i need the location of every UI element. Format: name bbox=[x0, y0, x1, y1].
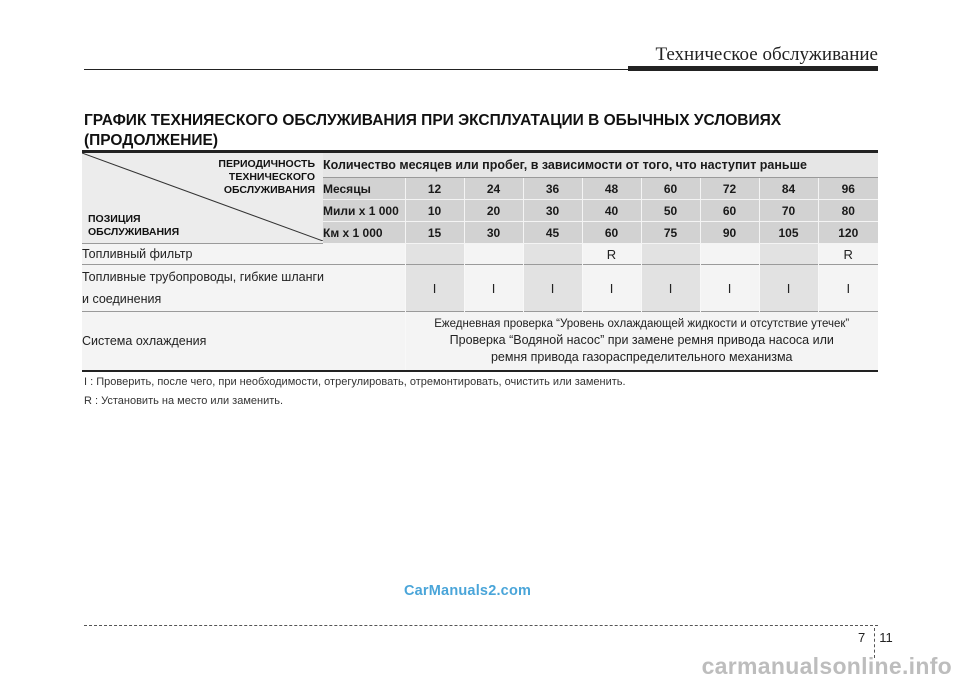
row-fuel-lines: Топливные трубопроводы, гибкие шланги и соединения I I I I I I I I bbox=[82, 265, 878, 312]
section-title: Техническое обслуживание bbox=[655, 44, 878, 65]
legend-inspect: I : Проверить, после чего, при необходимости, отрегулировать, отремонтировать, очистить или заменить. bbox=[84, 376, 626, 388]
interval-span-header: Количество месяцев или пробег, в зависимости от того, что наступит раньше bbox=[323, 153, 878, 178]
row-cooling-system: Система охлаждения Ежедневная проверка “Уровень охлаждающей жидкости и отсутствие утечек” Проверка “Водяной насос” при замене ремня привода насоса или ремня привода газораспределительного механизма bbox=[82, 312, 878, 371]
cooling-note: Ежедневная проверка “Уровень охлаждающей жидкости и отсутствие утечек” Проверка “Водяной насос” при замене ремня привода насоса или ремня привода газораспределительного механизма bbox=[405, 312, 878, 371]
interval-row-km: Км x 1 000 15 30 45 60 75 90 105 120 bbox=[82, 222, 878, 244]
document-title: ГРАФИК ТЕХНИЯЕСКОГО ОБСЛУЖИВАНИЯ ПРИ ЭКСПЛУАТАЦИИ В ОБЫЧНЫХ УСЛОВИЯХ (ПРОДОЛЖЕНИЕ) bbox=[84, 112, 782, 149]
interval-row-miles: Мили x 1 000 10 20 30 40 50 60 70 80 bbox=[82, 200, 878, 222]
chapter-number: 7 bbox=[858, 630, 866, 645]
table-corner-header bbox=[82, 153, 323, 244]
page-number-value: 11 bbox=[879, 630, 893, 645]
page-number bbox=[858, 630, 893, 645]
row-fuel-filter: Топливный фильтр R R bbox=[82, 244, 878, 265]
legend-replace: R : Установить на место или заменить. bbox=[84, 395, 284, 407]
watermark-text: CarManuals2.com bbox=[404, 583, 532, 599]
corner-position-label: ПОЗИЦИЯ ОБСЛУЖИВАНИЯ bbox=[88, 213, 180, 238]
corner-periodicity-label: ПЕРИОДИЧНОСТЬ ТЕХНИЧЕСКОГО ОБСЛУЖИВАНИЯ bbox=[218, 158, 315, 196]
header-rule bbox=[84, 69, 629, 70]
interval-row-months: Месяцы 12 24 36 48 60 72 84 96 bbox=[82, 178, 878, 200]
header-rule-accent bbox=[628, 66, 878, 71]
maintenance-schedule-table bbox=[82, 150, 878, 372]
table-bottom-rule bbox=[82, 370, 878, 372]
footer-dashed-rule bbox=[84, 625, 878, 626]
footer-brand-text: carmanualsonline.info bbox=[701, 653, 952, 679]
